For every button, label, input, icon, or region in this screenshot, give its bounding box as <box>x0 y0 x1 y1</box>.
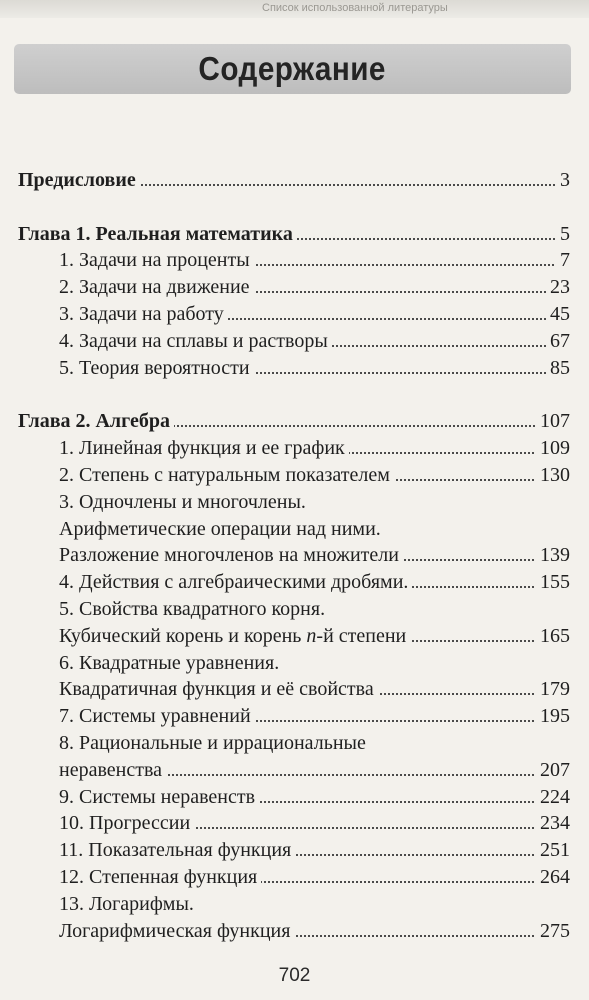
toc-entry <box>18 300 570 327</box>
toc-entry <box>18 756 570 783</box>
toc-entry-page: 130 <box>536 464 570 486</box>
toc-entry-page: 7 <box>556 249 570 271</box>
toc-entry <box>18 783 570 810</box>
toc-entry-page: 207 <box>536 759 570 781</box>
toc-entry-label: Квадратичная функция и её свойства <box>59 678 378 700</box>
toc-entry-label: 5. Свойства квадратного корня. <box>59 597 326 620</box>
toc-entry <box>18 327 570 354</box>
toc-entry-label: 2. Степень с натуральным показателем <box>59 464 394 486</box>
toc-entry-label: 9. Системы неравенств <box>59 786 259 808</box>
toc-entry-page: 3 <box>556 169 570 191</box>
toc-entry-label: 6. Квадратные уравнения. <box>59 651 280 674</box>
toc-entry <box>18 863 570 890</box>
toc-entry-page: 45 <box>546 303 570 325</box>
toc-entry <box>18 676 570 703</box>
toc-entry-page: 224 <box>536 786 570 808</box>
toc-entry <box>18 354 570 381</box>
toc-entry-page: 165 <box>536 625 570 647</box>
toc-entry <box>18 461 570 488</box>
toc-entry <box>18 220 570 247</box>
toc-entry-page: 234 <box>536 812 570 834</box>
toc-entry-label: 3. Задачи на работу <box>59 303 228 325</box>
toc-entry <box>18 273 570 300</box>
toc-entry-label: 12. Степенная функция <box>59 866 261 888</box>
toc-entry-page: 139 <box>536 544 570 566</box>
title-banner <box>14 44 571 94</box>
toc-entry-page: 195 <box>536 705 570 727</box>
toc-entry-label: Разложение многочленов на множители <box>59 544 403 566</box>
toc-entry <box>18 622 570 649</box>
toc-entry-label: 2. Задачи на движение <box>59 276 254 298</box>
toc-entry-label: 1. Линейная функция и ее график <box>59 437 349 459</box>
toc-entry-label: 7. Системы уравнений <box>59 705 255 727</box>
toc-entry <box>18 917 570 944</box>
toc-entry <box>18 649 570 676</box>
toc-entry-label: 13. Логарифмы. <box>59 892 194 915</box>
toc-entry <box>18 408 570 435</box>
page-number: 702 <box>278 965 311 986</box>
toc-entry <box>18 595 570 622</box>
toc-entry-page: 275 <box>536 920 570 942</box>
running-head: Список использованной литературы <box>0 0 589 18</box>
page-title: Содержание <box>198 50 387 87</box>
toc-entry <box>18 488 570 515</box>
toc-entry-page: 264 <box>536 866 570 888</box>
toc-entry-label: 3. Одночлены и многочлены. <box>59 490 306 513</box>
toc-entry <box>18 515 570 542</box>
toc-entry-page: 155 <box>536 571 570 593</box>
toc-entry-label: Предисловие <box>18 169 140 191</box>
toc-entry-label: Арифметические операции над ними. <box>59 517 381 540</box>
toc-entry-label: Логарифмическая функция <box>59 920 294 942</box>
toc-entry-page: 5 <box>556 223 570 245</box>
toc-entry-label: Кубический корень и корень n-й степени <box>59 625 410 647</box>
toc-entry <box>18 702 570 729</box>
toc-entry <box>18 890 570 917</box>
toc-entry-page: 67 <box>546 330 570 352</box>
toc-entry-page: 85 <box>546 357 570 379</box>
toc-entry <box>18 542 570 569</box>
toc-entry <box>18 247 570 274</box>
toc-entry-page: 107 <box>536 410 570 432</box>
toc-entry-page: 23 <box>546 276 570 298</box>
toc-entry <box>18 434 570 461</box>
toc-entry <box>18 836 570 863</box>
toc-entry-label: 4. Задачи на сплавы и растворы <box>59 330 332 352</box>
toc-entry-label: 11. Показательная функция <box>59 839 295 861</box>
toc-entry <box>18 729 570 756</box>
toc-entry-label: неравенства <box>59 759 166 781</box>
toc-entry-label: Глава 2. Алгебра <box>18 410 174 432</box>
table-of-contents <box>18 166 570 944</box>
toc-entry <box>18 810 570 837</box>
toc-entry-page: 179 <box>536 678 570 700</box>
toc-entry-page: 109 <box>536 437 570 459</box>
toc-entry-label: 8. Рациональные и иррациональные <box>59 731 366 754</box>
toc-entry-label: 10. Прогрессии <box>59 812 194 834</box>
toc-entry <box>18 568 570 595</box>
toc-entry <box>18 166 570 193</box>
toc-entry-label: 1. Задачи на проценты <box>59 249 254 271</box>
toc-entry-label: 5. Теория вероятности <box>59 357 254 379</box>
toc-entry-label: Глава 1. Реальная математика <box>18 223 297 245</box>
toc-entry-label: 4. Действия с алгебраическими дробями. <box>59 571 412 593</box>
toc-entry-page: 251 <box>536 839 570 861</box>
